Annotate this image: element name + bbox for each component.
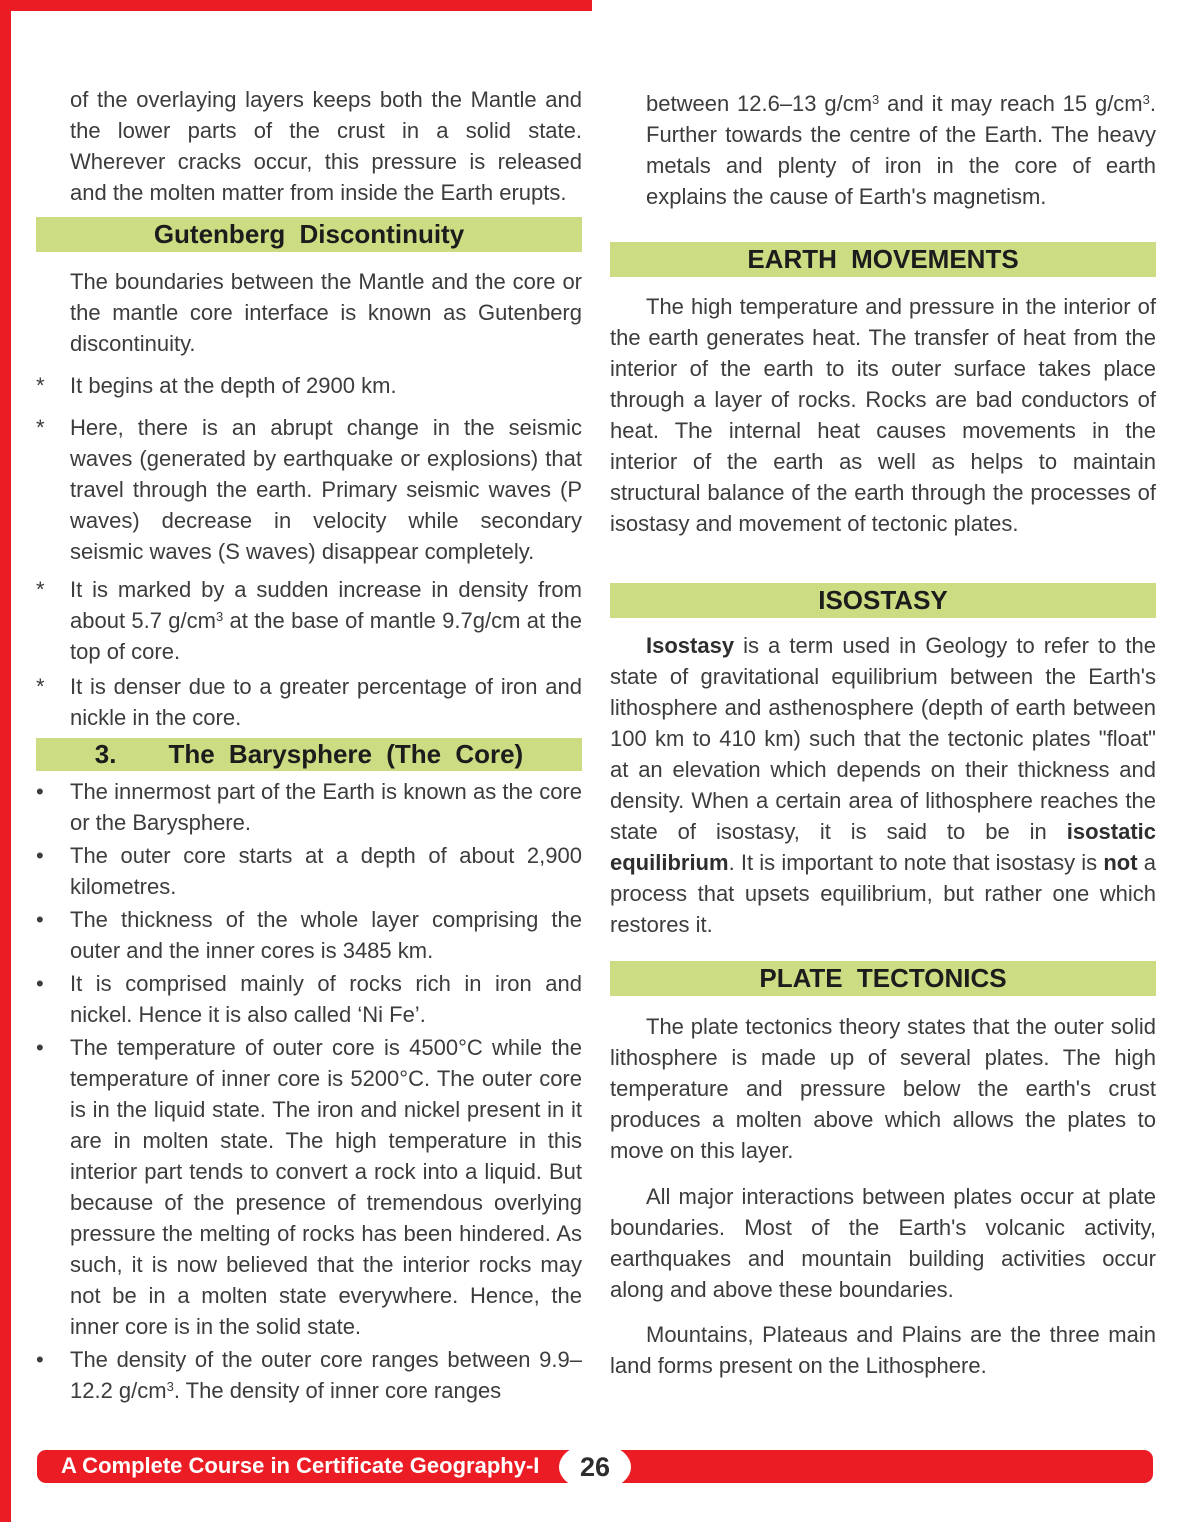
superscript: 3 <box>872 92 880 107</box>
star-item-text: It begins at the depth of 2900 km. <box>70 373 397 398</box>
star-item <box>36 370 582 401</box>
text-segment: at the base of mantle 9.7g/cm at the top of core. <box>70 608 582 664</box>
isostasy-paragraph <box>610 630 1156 940</box>
star-item-text: It is denser due to a greater percentage of iron and nickle in the core. <box>70 674 582 730</box>
heading-isostasy: ISOSTASY <box>610 583 1156 618</box>
superscript: 3 <box>1142 92 1150 107</box>
superscript: 3 <box>215 609 224 624</box>
bullet-item-text <box>70 1344 582 1406</box>
star-marker: * <box>36 674 45 699</box>
page-number: 26 <box>579 1451 611 1482</box>
bullet-item <box>36 1032 582 1342</box>
bullet-item-text: The innermost part of the Earth is known as the core or the Barysphere. <box>70 779 582 835</box>
bullet-marker: • <box>36 1347 44 1372</box>
heading-barysphere <box>36 738 582 771</box>
bullet-item <box>36 1344 582 1406</box>
text-segment: The density of the outer core ranges between 9.9–12.2 g/cm <box>70 1347 582 1403</box>
bullet-item <box>36 840 582 902</box>
bold-term: not <box>1103 850 1138 875</box>
star-item <box>36 574 582 667</box>
text-segment: a process that upsets equilibrium, but rather one which restores it. <box>610 850 1156 937</box>
plate-tectonics-paragraph: Mountains, Plateaus and Plains are the three main land forms present on the Lithosphere. <box>610 1322 1156 1378</box>
bullet-item <box>36 968 582 1030</box>
text-segment: is a term used in Geology to refer to the state of gravitational equilibrium between the Earth's lithosphere and asthenosphere (depth of earth between 100 km to 410 km) such that the tectonic plates "float" at an elevation which depends on their thickness and density. When a certain area of lithosphere reaches the state of isostasy, it is said to be in <box>610 633 1156 844</box>
bold-term: Isostasy <box>646 633 735 658</box>
heading-number: 3. <box>94 739 117 769</box>
bullet-marker: • <box>36 1035 44 1060</box>
bullet-item <box>36 776 582 838</box>
right-column <box>610 0 1156 1381</box>
text-segment: . It is important to note that isostasy is <box>728 850 1104 875</box>
bullet-marker: • <box>36 779 44 804</box>
heading-title: The Barysphere (The Core) <box>168 739 524 769</box>
gutenberg-paragraph: The boundaries between the Mantle and the core or the mantle core interface is known as Gutenberg discontinuity. <box>70 269 582 356</box>
text-segment: . Further towards the centre of the Earth. The heavy metals and plenty of iron in the core of earth explains the cause of Earth's magnetism. <box>646 91 1156 209</box>
text-segment: . The density of inner core ranges <box>173 1378 502 1403</box>
page-number-badge <box>559 1443 631 1491</box>
bullet-item-text: It is comprised mainly of rocks rich in iron and nickel. Hence it is also called ‘Ni Fe’. <box>70 971 582 1027</box>
bullet-marker: • <box>36 971 44 996</box>
text-segment: between 12.6–13 g/cm <box>646 91 873 116</box>
bullet-item-text: The thickness of the whole layer comprising the outer and the inner cores is 3485 km. <box>70 907 582 963</box>
star-item <box>36 412 582 567</box>
footer-bar <box>37 1450 1153 1483</box>
heading-plate-tectonics: PLATE TECTONICS <box>610 961 1156 996</box>
star-marker: * <box>36 415 45 440</box>
heading-gutenberg-discontinuity: Gutenberg Discontinuity <box>36 217 582 252</box>
star-item <box>36 671 582 733</box>
bullet-marker: • <box>36 907 44 932</box>
bullet-item-text: The outer core starts at a depth of about 2,900 kilometres. <box>70 843 582 899</box>
heading-earth-movements: EARTH MOVEMENTS <box>610 242 1156 277</box>
star-marker: * <box>36 577 45 602</box>
left-column <box>36 0 582 1406</box>
continuation-paragraph <box>646 88 1156 212</box>
plate-tectonics-paragraph: The plate tectonics theory states that the outer solid lithosphere is made up of several plates. The high temperature and pressure below the earth's crust produces a molten above which allows the plates to move on this layer. <box>610 1014 1156 1163</box>
page-edge-left-rule <box>0 0 11 1522</box>
footer-book-title: A Complete Course in Certificate Geography-I <box>61 1453 540 1478</box>
text-segment: It is marked by a sudden increase in density from about 5.7 g/cm <box>70 577 582 633</box>
star-item-text <box>70 574 582 667</box>
bullet-item-text: The temperature of outer core is 4500°C while the temperature of inner core is 5200°C. The outer core is in the liquid state. The iron and nickel present in it are in molten state. The high temperature in this interior part tends to convert a rock into a liquid. But because of the presence of tremendous overlying pressure the melting of rocks has been hindered. As such, it is now believed that the interior rocks may not be in a molten state everywhere. Hence, the inner core is in the solid state. <box>70 1035 582 1339</box>
bullet-item <box>36 904 582 966</box>
bold-term: isostatic equilibrium <box>610 819 1156 875</box>
plate-tectonics-paragraph: All major interactions between plates occur at plate boundaries. Most of the Earth's volcanic activity, earthquakes and mountain building activities occur along and above these boundaries. <box>610 1184 1156 1302</box>
star-marker: * <box>36 373 45 398</box>
earth-movements-paragraph: The high temperature and pressure in the interior of the earth generates heat. The transfer of heat from the interior of the earth to its outer surface takes place through a layer of rocks. Rocks are bad conductors of heat. The internal heat causes movements in the interior of the earth as well as helps to maintain structural balance of the earth through the processes of isostasy and movement of tectonic plates. <box>610 294 1156 536</box>
star-item-text: Here, there is an abrupt change in the seismic waves (generated by earthquake or explosions) that travel through the earth. Primary seismic waves (P waves) decrease in velocity while secondary seismic waves (S waves) disappear completely. <box>70 415 582 564</box>
superscript: 3 <box>166 1379 174 1394</box>
bullet-marker: • <box>36 843 44 868</box>
intro-paragraph: of the overlaying layers keeps both the Mantle and the lower parts of the crust in a solid state. Wherever cracks occur, this pressure is released and the molten matter from inside the Earth erupts. <box>70 87 582 205</box>
text-segment: and it may reach 15 g/cm <box>879 91 1143 116</box>
